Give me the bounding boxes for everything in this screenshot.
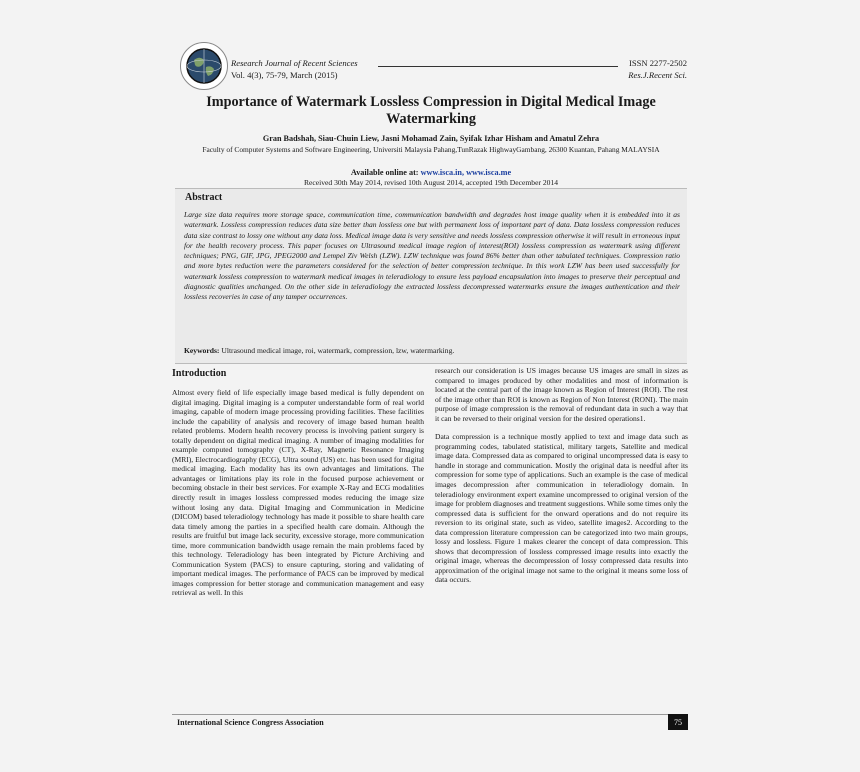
footer-publisher: International Science Congress Association: [177, 718, 324, 727]
keywords-text: Ultrasound medical image, roi, watermark, compression, lzw, watermarking.: [221, 346, 455, 355]
issn: ISSN 2277-2502: [628, 58, 687, 68]
intro-paragraph-2: research our consideration is US images because US images are small in sizes as compared to images produced by other modalities and most of information is located at the central part of the image known as Region of Interest (ROI). The rest of the image other than ROI is known as Region of Non Interest (RONI). The main purpose of image compression is the removal of redundant data in such a way that it can be reversed to their original version for the desired operations1.: [435, 366, 688, 423]
affiliation: Faculty of Computer Systems and Software Engineering, Universiti Malaysia Pahang,TunRazak HighwayGambang, 26300 Kuantan, Pahang MALAYSIA: [202, 145, 660, 154]
intro-paragraph-3: Data compression is a technique mostly applied to text and image data such as programming codes, tabulated statistical, military targets, Satellite and medical image data. Compressed data as compared to original uncompressed data is easy to handle in storage and communication. Mostly the original data is needful after its compression for some type of applications. Such an example is the case of medical images decompression after communication in teleradiology domain. In teleradiology environment expert examine uncompressed to original version of the image for problem diagnoses and treatment suggestions. While some times only the compressed data is sufficient for the onward operations and do not require its reversion to its original state, such as video, satellite images2. According to the data compression literature compression can be categorized into two main groups, lossy and lossless. Figure 1 makes clearer the concept of data compression. This shows that decompression of lossless compressed image results into exactly the original image, whereas the decompression of lossy compressed data results into approximation of the original image not same to the original it means some loss of data occurs.: [435, 432, 688, 585]
received-dates: Received 30th May 2014, revised 10th August 2014, accepted 19th December 2014: [303, 178, 559, 187]
column-left: [172, 388, 424, 598]
online-urls-link[interactable]: www.isca.in, www.isca.me: [420, 168, 512, 177]
abstract-text: Large size data requires more storage space, communication time, communication bandwidth and degrades host image quality when it is embedded into it as watermark. Lossless compression reduces data size better than lossless one but with permanent loss of important part of data. Data lossless compression reduces data size contrast to lossy one without any data loss. Medical image data is very sensitive and needs lossless compression otherwise it will result in erroneous input for the health recovery process. This paper focuses on Ultrasound medical image region of interest(ROI) lossless compression as watermark using different techniques; PNG, GIF, JPG, JPEG2000 and Lempel Ziv Welsh (LZW). LZW technique was found 86% better than other tabulated techniques. Compression ratio and more bytes reduction were the parameters considered for the selection of better compression technique. In this work LZW has been used successfully for watermark lossless compression to watermark medical images in teleradiology to ensure less payload encapsulation into images to preserve their perceptual and diagnostic qualities unchanged. On the other side in teleradiology the extracted lossless decompressed watermarks ensure the images authentication and their lossless recoveries in case of any tamper occurrences.: [184, 210, 680, 302]
section-heading-introduction: Introduction: [172, 368, 227, 379]
journal-logo: [180, 42, 228, 90]
journal-citation: [231, 57, 501, 81]
journal-abbreviation: Res.J.Recent Sci.: [628, 70, 687, 80]
journal-issn-block: [560, 57, 687, 81]
volume-line: Vol. 4(3), 75-79, March (2015): [231, 70, 338, 80]
intro-paragraph-1: Almost every field of life especially image based medical is fully dependent on digital imaging. Digital imaging is a computer understandable form of real world imaging, capable of modern image processing providing facilities. These facilities include the capability of analysis and recovery of image based human health related problems. Modern health recovery process is involving patient surgery is totally dependent on digital medical imaging. A number of imaging modalities for example computed tomography (CT), X-Ray, Magnetic Resonance Imaging (MRI), Electrocardiography (ECG), Ultra sound (US) etc. has been used for digital medical imaging. Each modality has its own advantages and limitations. The advantages or limitations play its role in the focused purpose achievement or becoming obstacle in their best services. For example X-Ray and ECG modalities directly result in images lossless compressed modes reducing the image size without losing any data. Digital Imaging and Communication in Medicine (DICOM) based teleradiology technology has made it possible to share health care data timely among the parties in a specified health care domain. Although the results are fruitful but image lack security, excessive storage, more communication time, more communication bandwidth usage remain the main problems faced by this technology. Teleradiology has been integrated by Picture Archiving and Communication System (PACS) to ensure capturing, storing and validating of important medical images. The performance of PACS can be improved by medical images compression for better storage and communication management and easy retrieval as well. In this: [172, 388, 424, 598]
available-online-label: Available online at:: [350, 168, 419, 177]
keywords-label: Keywords:: [184, 346, 220, 355]
available-online: [175, 168, 687, 177]
journal-name: Research Journal of Recent Sciences: [231, 58, 358, 68]
column-right: [435, 366, 688, 594]
footer-rule: [172, 714, 688, 715]
paper-title: Importance of Watermark Lossless Compression in Digital Medical Image Watermarking: [206, 94, 656, 127]
page-number: 75: [668, 714, 688, 730]
abstract-heading: Abstract: [185, 192, 223, 203]
keywords: [184, 346, 680, 355]
globe-icon: [185, 47, 223, 85]
authors: Gran Badshah, Siau-Chuin Liew, Jasni Mohamad Zain, Syifak Izhar Hisham and Amatul Zehra: [262, 134, 600, 143]
